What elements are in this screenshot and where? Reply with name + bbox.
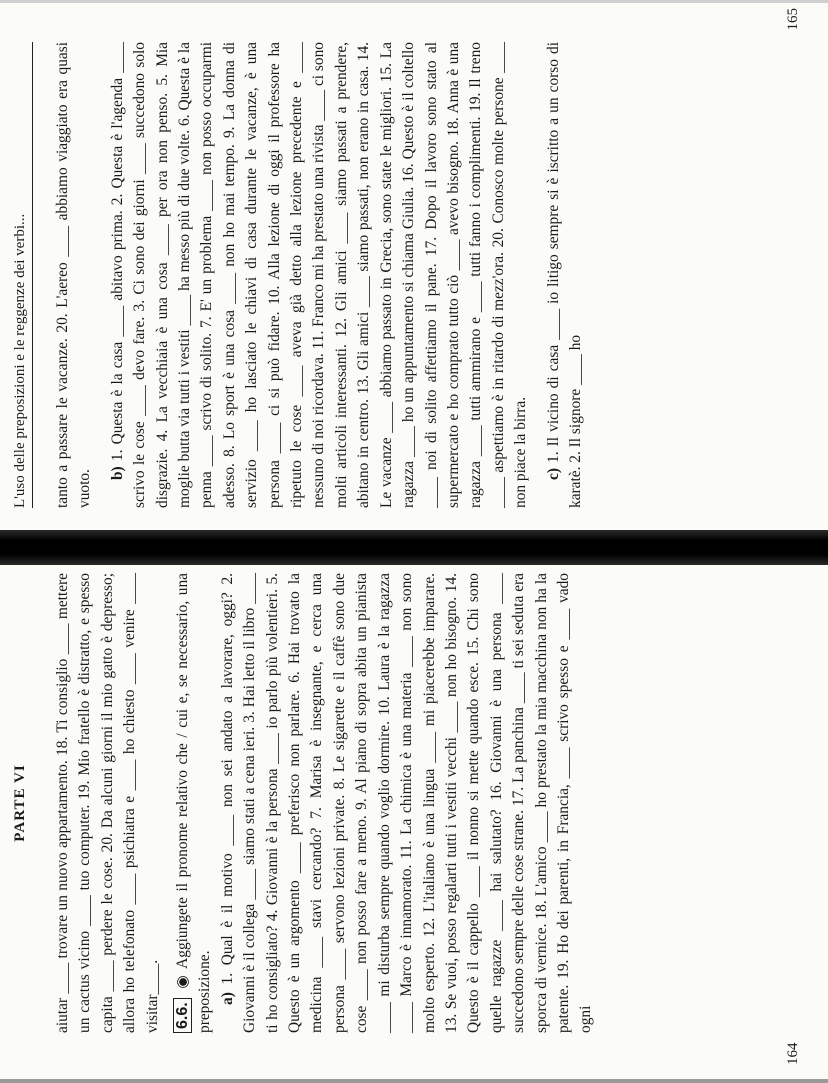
section-a-text: 1. Qual è il motivo ____ non sei andato a lavorare, oggi? 2. Giovanni è il collega ____ siamo stati a cena ieri. 3. Hai letto il libro ____ ti ho consigliato? 4. Giovanni è la persona ____ io parlo più volentieri. 5. Questo è un argomento ____ preferisco non parlare. 6. Hai trovato la medicina ____ stavi cercando? 7. Marisa è insegnante, e cerca una persona ____ servono lezioni private. 8. Le sigarette e il caffè sono due cose ____ non posso fare a meno. 9. Al piano di sopra abita un pianista ____ mi disturba sempre quando voglio dormire. 10. Laura è la ragazza ____ Marco è innamorato. 11. La chimica è una materia ____ non sono molto esperto. 12. L'italiano è una lingua ____ mi piacerebbe imparare. 13. Se vuoi, posso regalarti tutti i vestiti vecchi ____ non ho bisogno. 14. Questo è il cappello ____ il nonno si mette quando esce. 15. Chi sono quelle ragazze ____ hai salutato? 16. Giovanni è una persona ____ succedono sempre delle cose strane. 17. La panchina ____ ti sei seduta era sporca di vernice. 18. L'amico ____ ho prestato la mia macchina non ha la patente. 19. Ho dei parenti, in Francia, ____ scrivo spesso e ____ vado ogni [218,573,595,1033]
page-header-right: L'uso delle preposizioni e le reggenze dei verbi... [12,42,33,508]
exercise-title: Aggiungete il pronome relativo che / cui e, se necessario, una preposizione. [174,573,214,1033]
page-header-left: PARTE VI [12,764,28,842]
page-164 [0,565,828,1083]
cd-icon: ◉ [174,973,192,989]
book-gutter [0,530,828,565]
section-b [107,42,533,508]
section-b-text: 1. Questa è la casa ____ abitavo prima. 2. Questa è l'agenda ____ scrivo le cose ____ devo fare. 3. Ci sono dei giorni ____ succedono solo disgrazie. 4. La vecchiaia è una cosa ____ per ora non penso. 5. Mia moglie butta via tutti i vestiti ____ ha messo più di due volte. 6. Questa è la penna ____ scrivo di solito. 7. E' un problema ____ non posso occuparmi adesso. 8. Lo sport è una cosa ____ non ho mai tempo. 9. La donna di servizio ____ ho lasciato le chiavi di casa durante le vacanze, è una persona ____ ci si può fidare. 10. Alla lezione di oggi il professore ha ripetuto le cose ____ aveva già detto alla lezione precedente e ____ nessuno di noi ricordava. 11. Franco mi ha prestato una rivista ____ ci sono molti articoli interessanti. 12. Gli amici ____ siamo passati a prendere, abitano in centro. 13. Gli amici ____ siamo passati, non erano in casa. 14. Le vacanze ____ abbiamo passato in Grecia, sono state le migliori. 15. La ragazza ____ ho un appuntamento si chiama Giulia. 16. Questo è il coltello ____ noi di solito affettiamo il pane. 17. Dopo il lavoro sono stato al supermercato e ho comprato tutto ciò ____ avevo bisogno. 18. Anna è una ragazza ____ tutti ammirano e ____ tutti fanno i complimenti. 19. Il treno ____ aspettiamo è in ritardo di mezz'ora. 20. Conosco molte persone ____ non piace la birra. [108,42,530,508]
section-c-text: 1. Il vicino di casa ____ io litigo sempre si è iscritto a un corso di karatè. 2. Il signore ____ ho [544,42,584,508]
page-body-right [52,42,587,508]
page-body-left [52,573,598,1033]
section-a [217,573,598,1033]
continuation-text-left: aiutar ____ trovare un nuovo appartamento. 18. Ti consiglio ____ mettere un cactus vicino ____ tuo computer. 19. Mio fratello è distratto, e spesso capita ____ perdere le cose. 20. Da alcuni giorni il mio gatto è depresso; allora ho telefonato ____ psichiatra e ____ ho chiesto ____ venire ____ visitar____. [54,573,161,1033]
section-c-label: c) [544,468,562,480]
page-number-right: 165 [785,8,801,31]
continuation-text-right: tanto a passare le vacanze. 20. L'aereo ____ abbiamo viaggiato era quasi vuoto. [54,42,94,508]
page-165 [0,0,828,530]
page-number-left: 164 [785,1042,801,1065]
section-c [543,42,588,508]
exercise-number: 6.6. [173,998,192,1033]
section-b-label: b) [108,466,126,480]
section-a-label: a) [218,992,236,1005]
exercise-heading [172,573,217,1033]
